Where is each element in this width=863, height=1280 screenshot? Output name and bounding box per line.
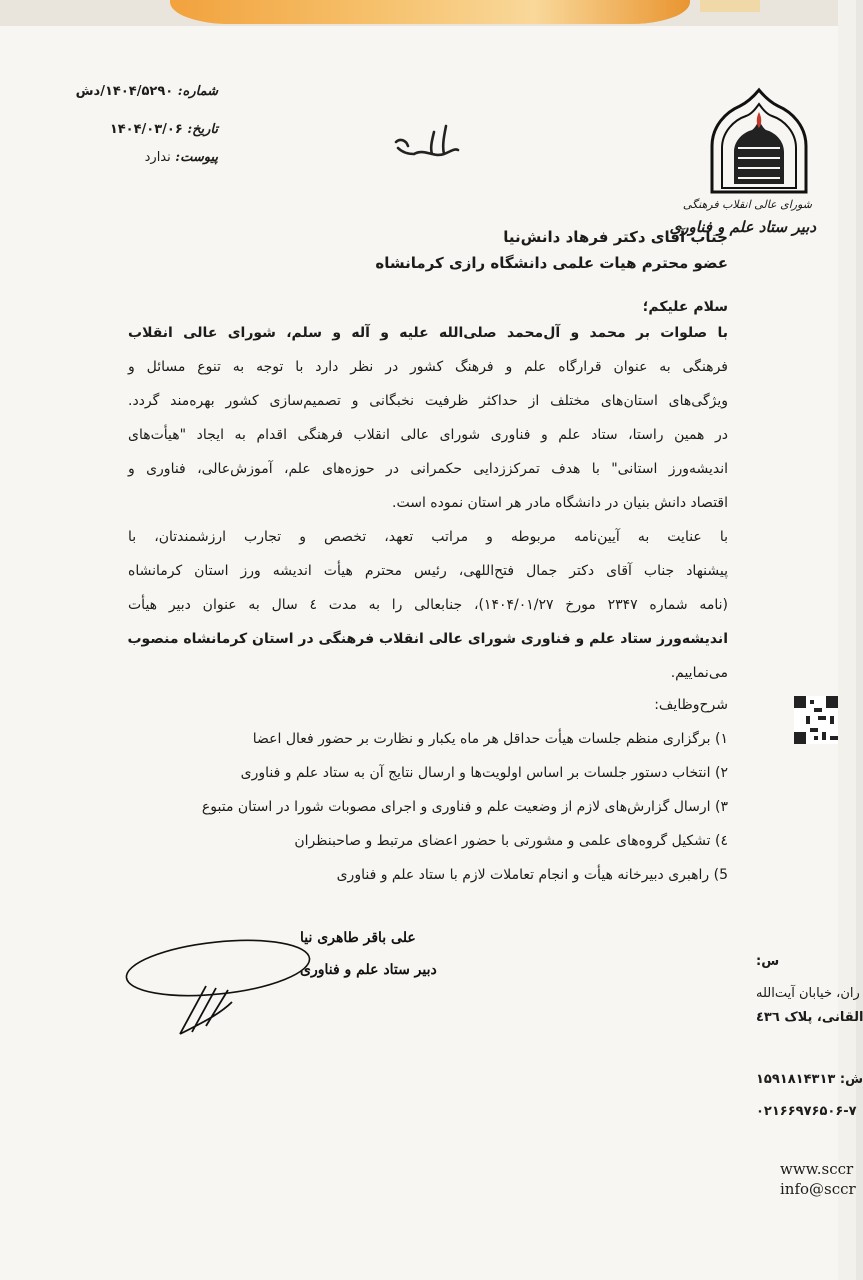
paragraph1-line: اندیشه‌ورز استانی" با هدف تمرکززدایی حکمرانی در حوزه‌های علم، آموزش‌عالی، فناوری و [128, 461, 728, 477]
signatory-name: علی باقر طاهری نیا [300, 930, 416, 946]
letter-attachment: پیوست: ندارد [144, 150, 218, 165]
letter-number: شماره: ۱۴۰۴/۵۲۹۰/دش [75, 84, 218, 99]
council-name: شورای عالی انقلاب فرهنگی [682, 198, 812, 211]
paragraph2-line: می‌نماییم. [670, 665, 728, 681]
header-color-tail [700, 0, 760, 12]
duty-item: ۲) انتخاب دستور جلسات بر اساس اولویت‌ها و ارسال نتایج آن به ستاد علم و فناوری [240, 765, 728, 781]
paragraph2-line: اندیشه‌ورز ستاد علم و فناوری شورای عالی انقلاب فرهنگی در استان کرمانشاه منصوب [127, 631, 728, 647]
email-link[interactable]: info@sccr [780, 1180, 856, 1198]
secretariat-title: دبیر ستاد علم و فناوری [669, 218, 816, 236]
signatory-position: دبیر ستاد علم و فناوری [300, 962, 437, 978]
qr-code [794, 696, 838, 744]
paragraph2-line: (نامه شماره ۲۳۴۷ مورخ ۱۴۰۴/۰۱/۲۷)، جنابعالی را به مدت ٤ سال به عنوان دبیر هیأت [128, 597, 728, 613]
invocation-text: باسمه تعالی [421, 166, 427, 167]
recipient-name: جناب آقای دکتر فرهاد دانش‌نیا [503, 228, 728, 246]
council-logo [704, 88, 814, 196]
page-edge-shadow [838, 0, 856, 1280]
greeting: سلام علیکم؛ [642, 299, 728, 315]
paragraph1-line: فرهنگی به عنوان قرارگاه علم و فرهنگ کشور در نظر دارد با توجه به تنوع مسائل و [128, 359, 728, 375]
paragraph1-line: اقتصاد دانش بنیان در دانشگاه مادر هر استان نموده است. [392, 495, 728, 511]
paragraph2-line: با عنایت به آیین‌نامه مربوطه و مراتب تعهد، تخصص و تجارب ارزشمندتان، با [128, 529, 728, 545]
signature [120, 916, 437, 1046]
paragraph1-line: در همین راستا، ستاد علم و فناوری شورای عالی انقلاب فرهنگی اقدام به ایجاد "هیأت‌های [128, 427, 728, 443]
letter-date: تاریخ: ۱۴۰۴/۰۳/۰۶ [109, 122, 218, 137]
address-line: ران، خیابان آیت‌الله [756, 986, 860, 1001]
invocation-calligraphy [384, 118, 464, 168]
phone: ش: ۱۵۹۱۸۱۴۳۱۳ [756, 1072, 863, 1087]
duties-heading: شرح‌وظایف: [654, 697, 728, 713]
duty-item: 5) راهبری دبیرخانه هیأت و انجام تعاملات لازم با ستاد علم و فناوری [336, 867, 728, 883]
address-label: س: [756, 954, 780, 969]
paragraph1-line: ویژگی‌های استان‌های مختلف از حداکثر ظرفیت نخبگانی و تصمیم‌سازی کشور بهره‌مند گردد. [128, 393, 728, 409]
header-color-band [170, 0, 690, 24]
address-line: القانی، پلاک ٤٣٦ [756, 1010, 863, 1025]
fax: ۰۲۱۶۶۹۷۶۵۰۶-۷ [756, 1104, 857, 1119]
duty-item: ۱) برگزاری منظم جلسات هیأت حداقل هر ماه یکبار و نظارت بر حضور فعال اعضا [252, 731, 728, 747]
duty-item: ۳) ارسال گزارش‌های لازم از وضعیت علم و فناوری و اجرای مصوبات شورا در استان متبوع [201, 799, 728, 815]
duty-item: ٤) تشکیل گروه‌های علمی و مشورتی با حضور اعضای مرتبط و صاحبنظران [294, 833, 728, 849]
paragraph2-line: پیشنهاد جناب آقای دکتر جمال فتح‌اللهی، رئیس محترم هیأت اندیشه ورز استان کرمانشاه [128, 563, 728, 579]
recipient-title: عضو محترم هیات علمی دانشگاه رازی کرمانشاه [375, 254, 728, 272]
website-link[interactable]: www.sccr [780, 1160, 854, 1178]
paragraph1-line: با صلوات بر محمد و آل‌محمد صلی‌الله علیه و آله و سلم، شورای عالی انقلاب [128, 325, 728, 341]
